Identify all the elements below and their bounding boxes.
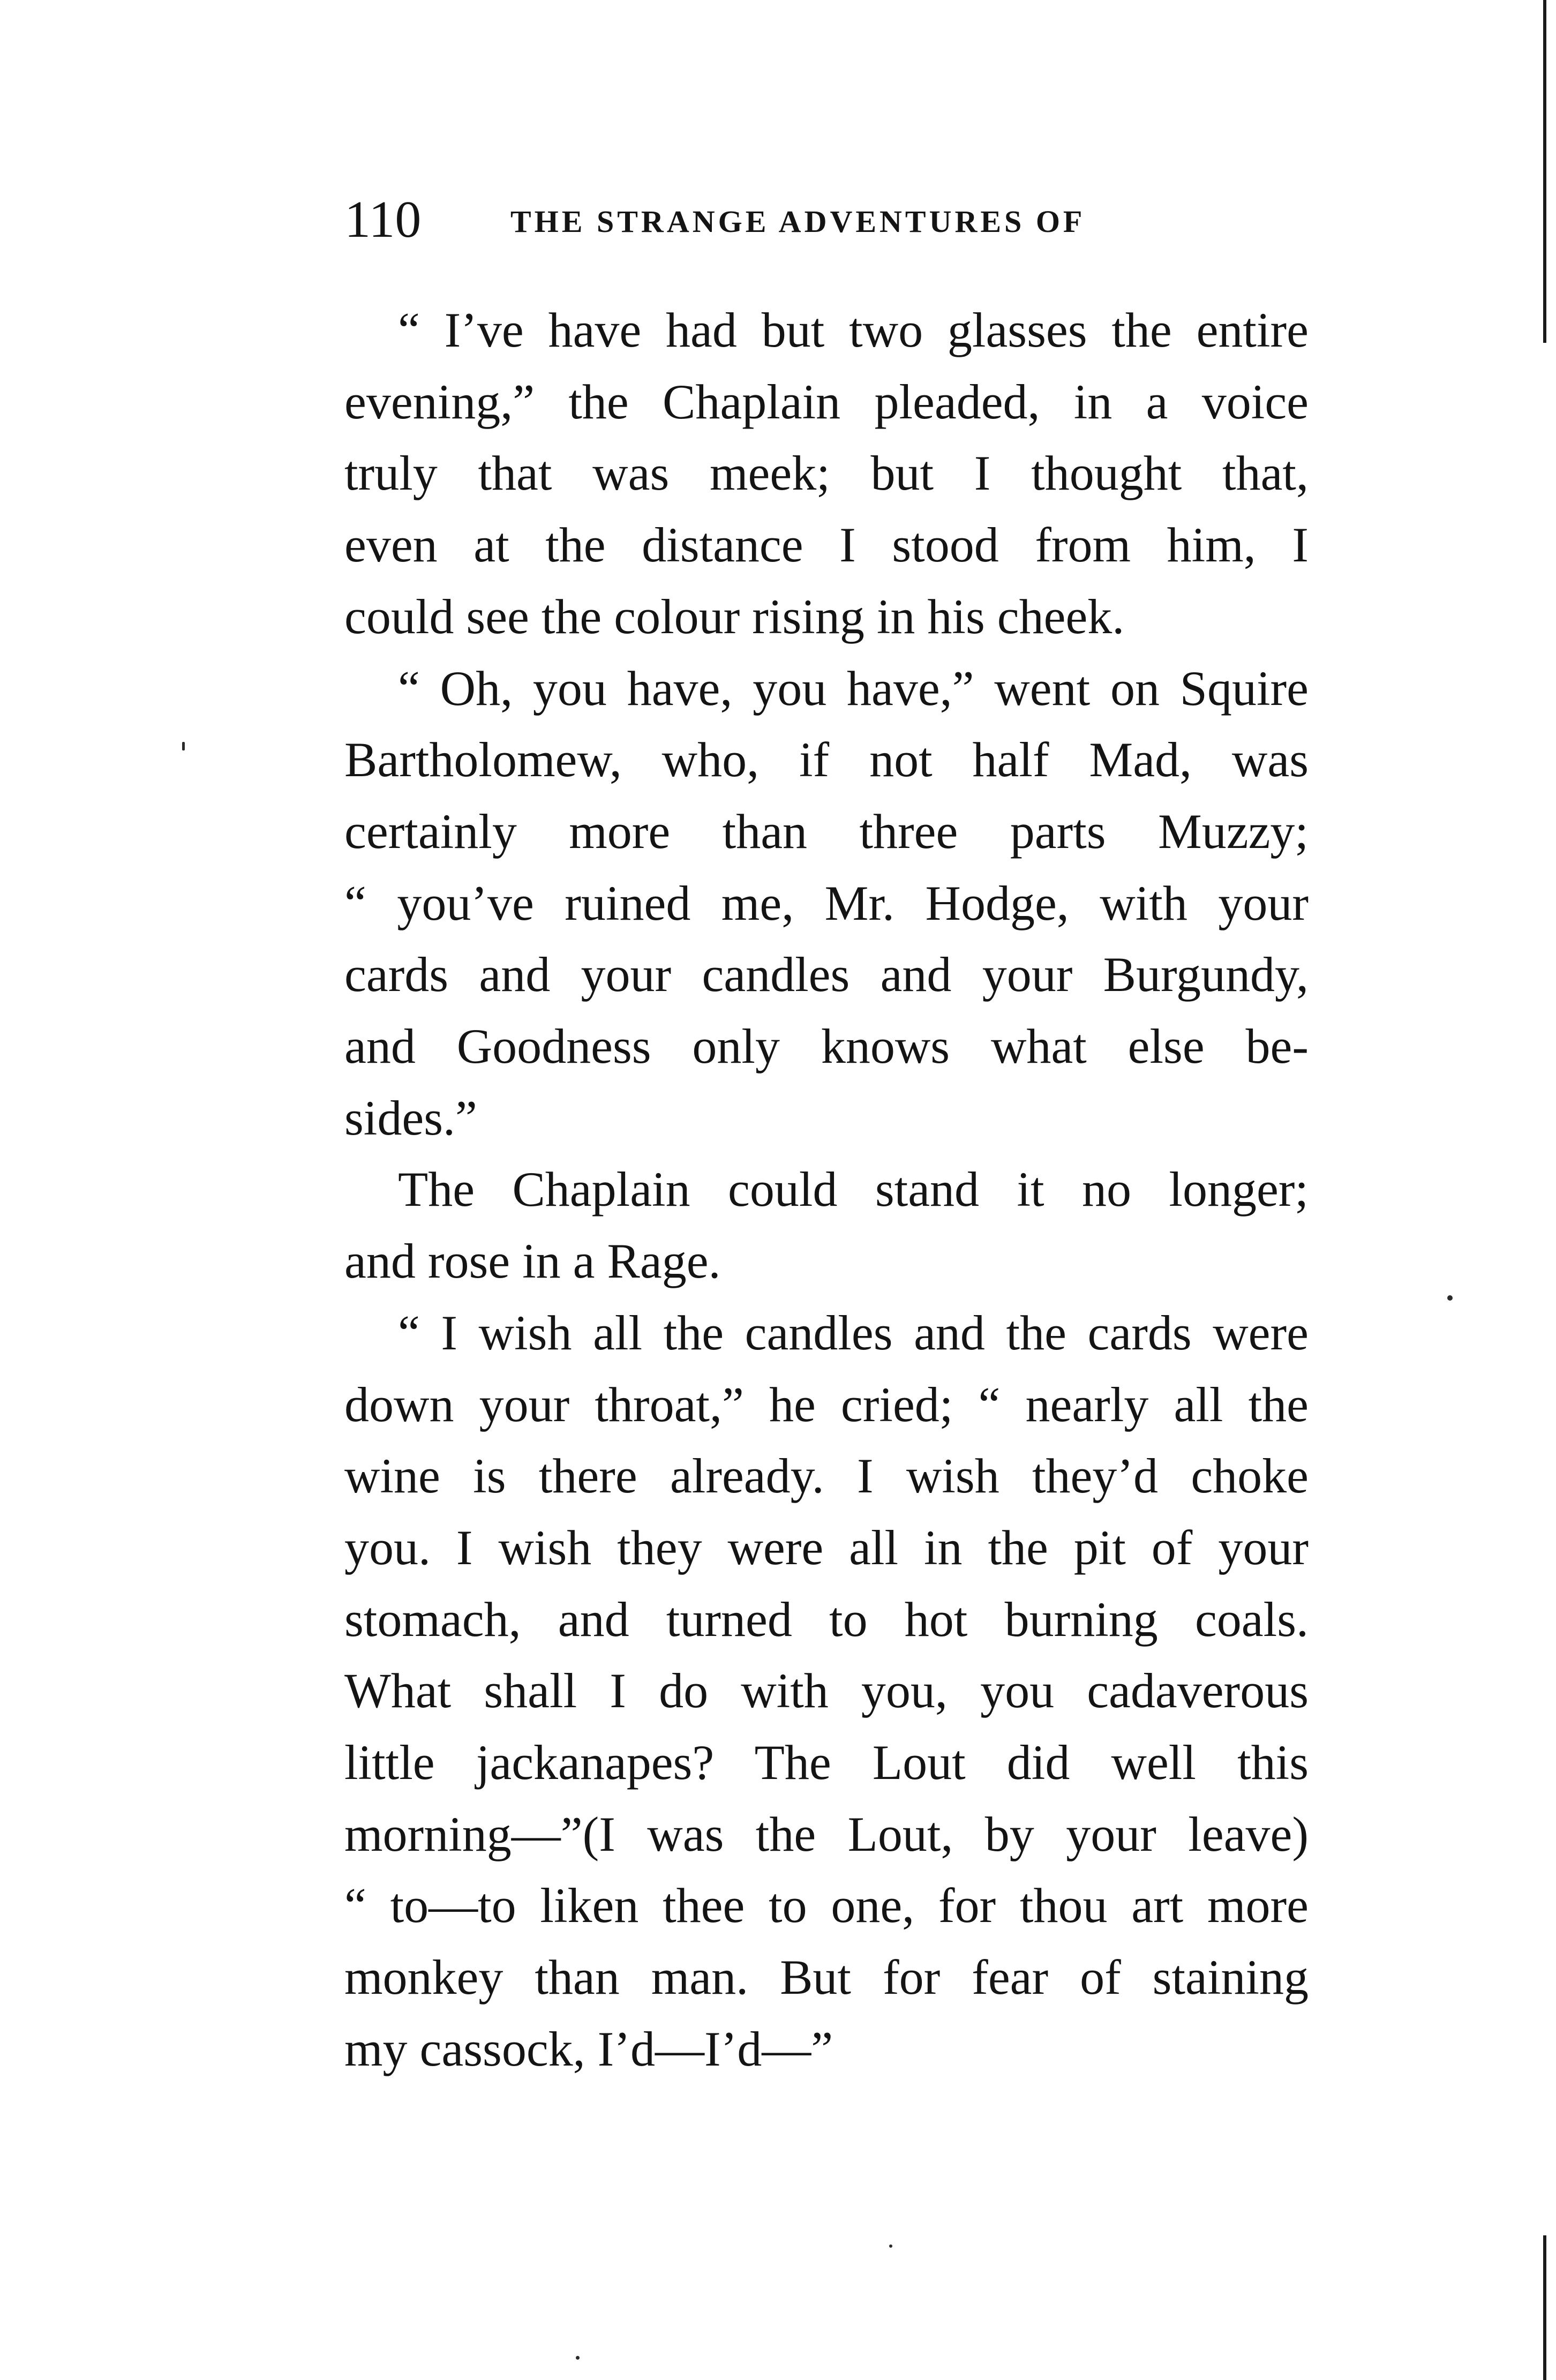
body-text [344, 295, 1309, 2085]
text-line: “ I wish all the candles and the cards were [398, 1305, 1309, 1360]
text-line: could see the colour rising in his cheek. [344, 589, 1125, 644]
text-line: truly that was meek; but I thought that, [344, 446, 1309, 501]
paragraph [344, 1297, 1309, 2085]
text-line: my cassock, I’d—I’d—” [344, 2021, 833, 2076]
text-line: even at the distance I stood from him, I [344, 517, 1309, 573]
scan-speck [889, 2244, 892, 2248]
paragraph [344, 653, 1309, 1154]
text-line: morning—”(I was the Lout, by your leave) [344, 1806, 1309, 1861]
text-line: “ Oh, you have, you have,” went on Squire [398, 660, 1309, 716]
text-line: cards and your candles and your Burgundy, [344, 947, 1309, 1002]
running-header [344, 190, 1309, 249]
paragraph [344, 1154, 1309, 1297]
text-line: “ you’ve ruined me, Mr. Hodge, with your [344, 875, 1309, 930]
text-line: wine is there already. I wish they’d choke [344, 1448, 1309, 1504]
scan-edge-line [1543, 0, 1546, 343]
text-line: and Goodness only knows what else be- [344, 1019, 1309, 1074]
text-line: stomach, and turned to hot burning coals. [344, 1591, 1309, 1647]
text-line: you. I wish they were all in the pit of your [344, 1520, 1309, 1575]
scan-speck [576, 2356, 580, 2360]
text-line: little jackanapes? The Lout did well this [344, 1735, 1309, 1790]
running-title: THE STRANGE ADVENTURES OF [510, 204, 1086, 239]
text-line: The Chaplain could stand it no longer; [398, 1162, 1309, 1217]
text-line: evening,” the Chaplain pleaded, in a voice [344, 374, 1309, 429]
text-line: “ I’ve have had but two glasses the entire [398, 303, 1309, 357]
text-line: sides.” [344, 1090, 477, 1145]
text-line: “ to—to liken thee to one, for thou art more [344, 1878, 1309, 1933]
text-line: and rose in a Rage. [344, 1234, 721, 1289]
text-line: monkey than man. But for fear of staining [344, 1950, 1309, 2005]
scan-speck [1447, 1295, 1453, 1301]
scan-edge-line-bottom [1543, 2235, 1546, 2380]
scan-speck [182, 742, 185, 750]
text-line: certainly more than three parts Muzzy; [344, 804, 1309, 859]
paragraph [344, 295, 1309, 653]
text-line: Bartholomew, who, if not half Mad, was [344, 732, 1309, 787]
text-line: down your throat,” he cried; “ nearly all the [344, 1377, 1309, 1432]
text-line: What shall I do with you, you cadaverous [344, 1663, 1309, 1718]
page-number: 110 [344, 191, 422, 249]
